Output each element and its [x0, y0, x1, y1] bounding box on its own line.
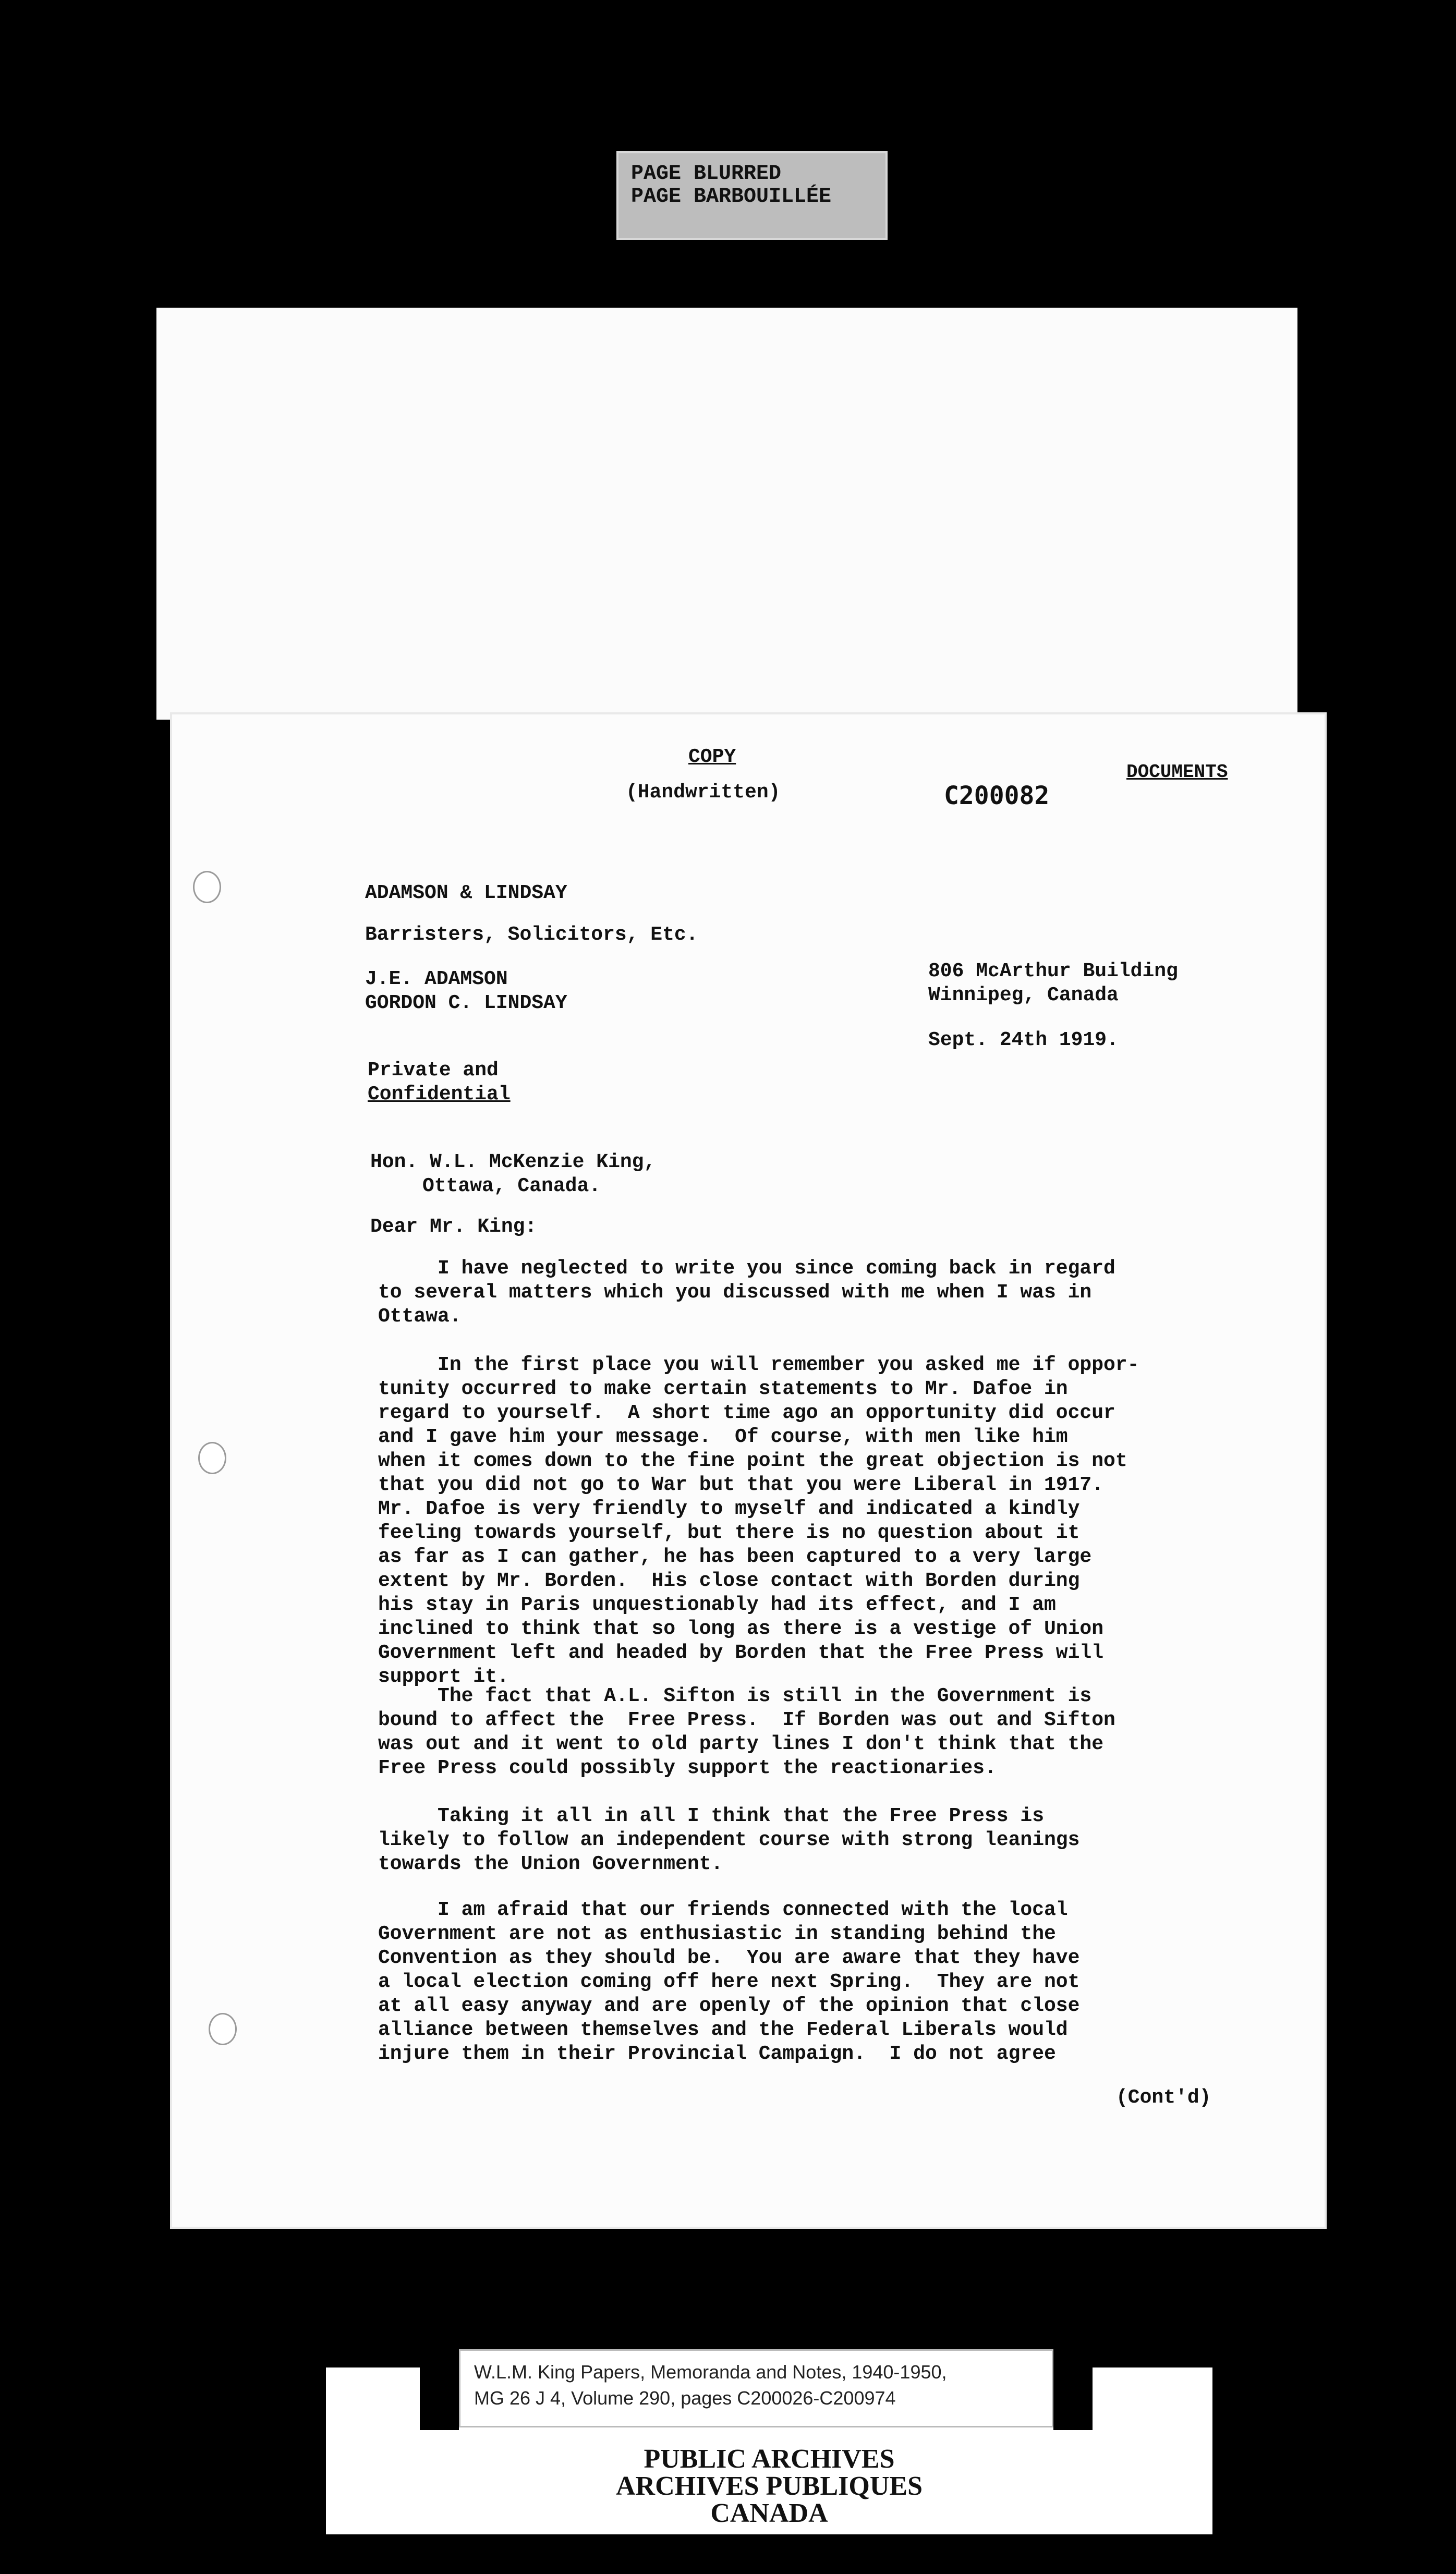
- archives-line-1: PUBLIC ARCHIVES: [644, 2444, 895, 2474]
- firm-name: ADAMSON & LINDSAY: [365, 882, 567, 904]
- partner-lindsay: GORDON C. LINDSAY: [365, 992, 567, 1014]
- punch-hole-middle: [198, 1442, 226, 1474]
- paragraph-4: Taking it all in all I think that the Free Press is likely to follow an independent course with strong leanings towards the Union Government.: [378, 1805, 1080, 1875]
- paragraph-5: I am afraid that our friends connected with the local Government are not as enthusiastic in standing behind the Convention as they should be. You are aware that they have a local election coming off here next Spring. They are not at all easy anyway and are openly of the opinion that close alliance between themselves and the Federal Liberals would injure them in their Provincial Campaign. I do not agree: [378, 1899, 1080, 2065]
- archives-line-2: ARCHIVES PUBLIQUES: [615, 2471, 923, 2501]
- recipient-place: Ottawa, Canada.: [422, 1175, 601, 1197]
- paragraph-2: In the first place you will remember you asked me if oppor- tunity occurred to make certain statements to Mr. Dafoe in regard to yourself. A short time ago an opportunity did occur and I gave him your message. Of course, with men like him when it comes down to the fine point the great objection is not that you did not go to War but that you were Liberal in 1917. Mr. Dafoe is very friendly to myself and indicated a kindly feeling towards yourself, but there is no question about it as far as I can gather, he has been captured to a very large extent by Mr. Borden. His close contact with Borden during his stay in Paris unquestionably had its effect, and I am inclined to think that so long as there is a vestige of Union Government left and headed by Borden that the Free Press will support it.: [378, 1354, 1139, 1688]
- firm-profession: Barristers, Solicitors, Etc.: [365, 924, 698, 946]
- stamp-line-1: PAGE BLURRED: [631, 162, 782, 186]
- stamp-line-2: PAGE BARBOUILLÉE: [631, 185, 832, 209]
- citation-label: [459, 2349, 1053, 2427]
- punch-hole-bottom: [209, 2013, 237, 2045]
- confidential-label: Confidential: [368, 1083, 511, 1106]
- citation-line-1: W.L.M. King Papers, Memoranda and Notes, 1940-1950,: [474, 2361, 947, 2383]
- archives-line-3: CANADA: [710, 2498, 828, 2528]
- paragraph-3: The fact that A.L. Sifton is still in the Government is bound to affect the Free Press. If Borden was out and Sifton was out and it went to old party lines I don't think that the Free Press could possibly support the reactionaries.: [378, 1685, 1115, 1779]
- recipient-name: Hon. W.L. McKenzie King,: [370, 1151, 656, 1173]
- partner-adamson: J.E. ADAMSON: [365, 968, 508, 990]
- letter-date: Sept. 24th 1919.: [928, 1029, 1119, 1051]
- public-archives-stamp: [326, 2446, 1212, 2527]
- upper-paper-sheet: [156, 308, 1297, 720]
- copy-label: COPY: [688, 746, 736, 768]
- document-number: C200082: [944, 781, 1050, 810]
- salutation: Dear Mr. King:: [370, 1216, 537, 1238]
- letter-sheet: [172, 714, 1325, 2227]
- paragraph-1: I have neglected to write you since coming back in regard to several matters which you discussed with me when I was in Ottawa.: [378, 1257, 1115, 1328]
- punch-hole-top: [193, 871, 221, 903]
- address-line-1: 806 McArthur Building: [928, 960, 1178, 982]
- address-line-2: Winnipeg, Canada: [928, 984, 1119, 1006]
- private-label: Private and: [368, 1059, 499, 1082]
- card-notch-right: [1053, 2367, 1093, 2430]
- handwritten-label: (Handwritten): [626, 781, 781, 804]
- citation-line-2: MG 26 J 4, Volume 290, pages C200026-C200974: [474, 2387, 896, 2409]
- card-notch-left: [420, 2367, 459, 2430]
- continued-label: (Cont'd): [1116, 2086, 1211, 2109]
- documents-label: DOCUMENTS: [1126, 761, 1228, 783]
- page-blurred-stamp: [616, 151, 888, 240]
